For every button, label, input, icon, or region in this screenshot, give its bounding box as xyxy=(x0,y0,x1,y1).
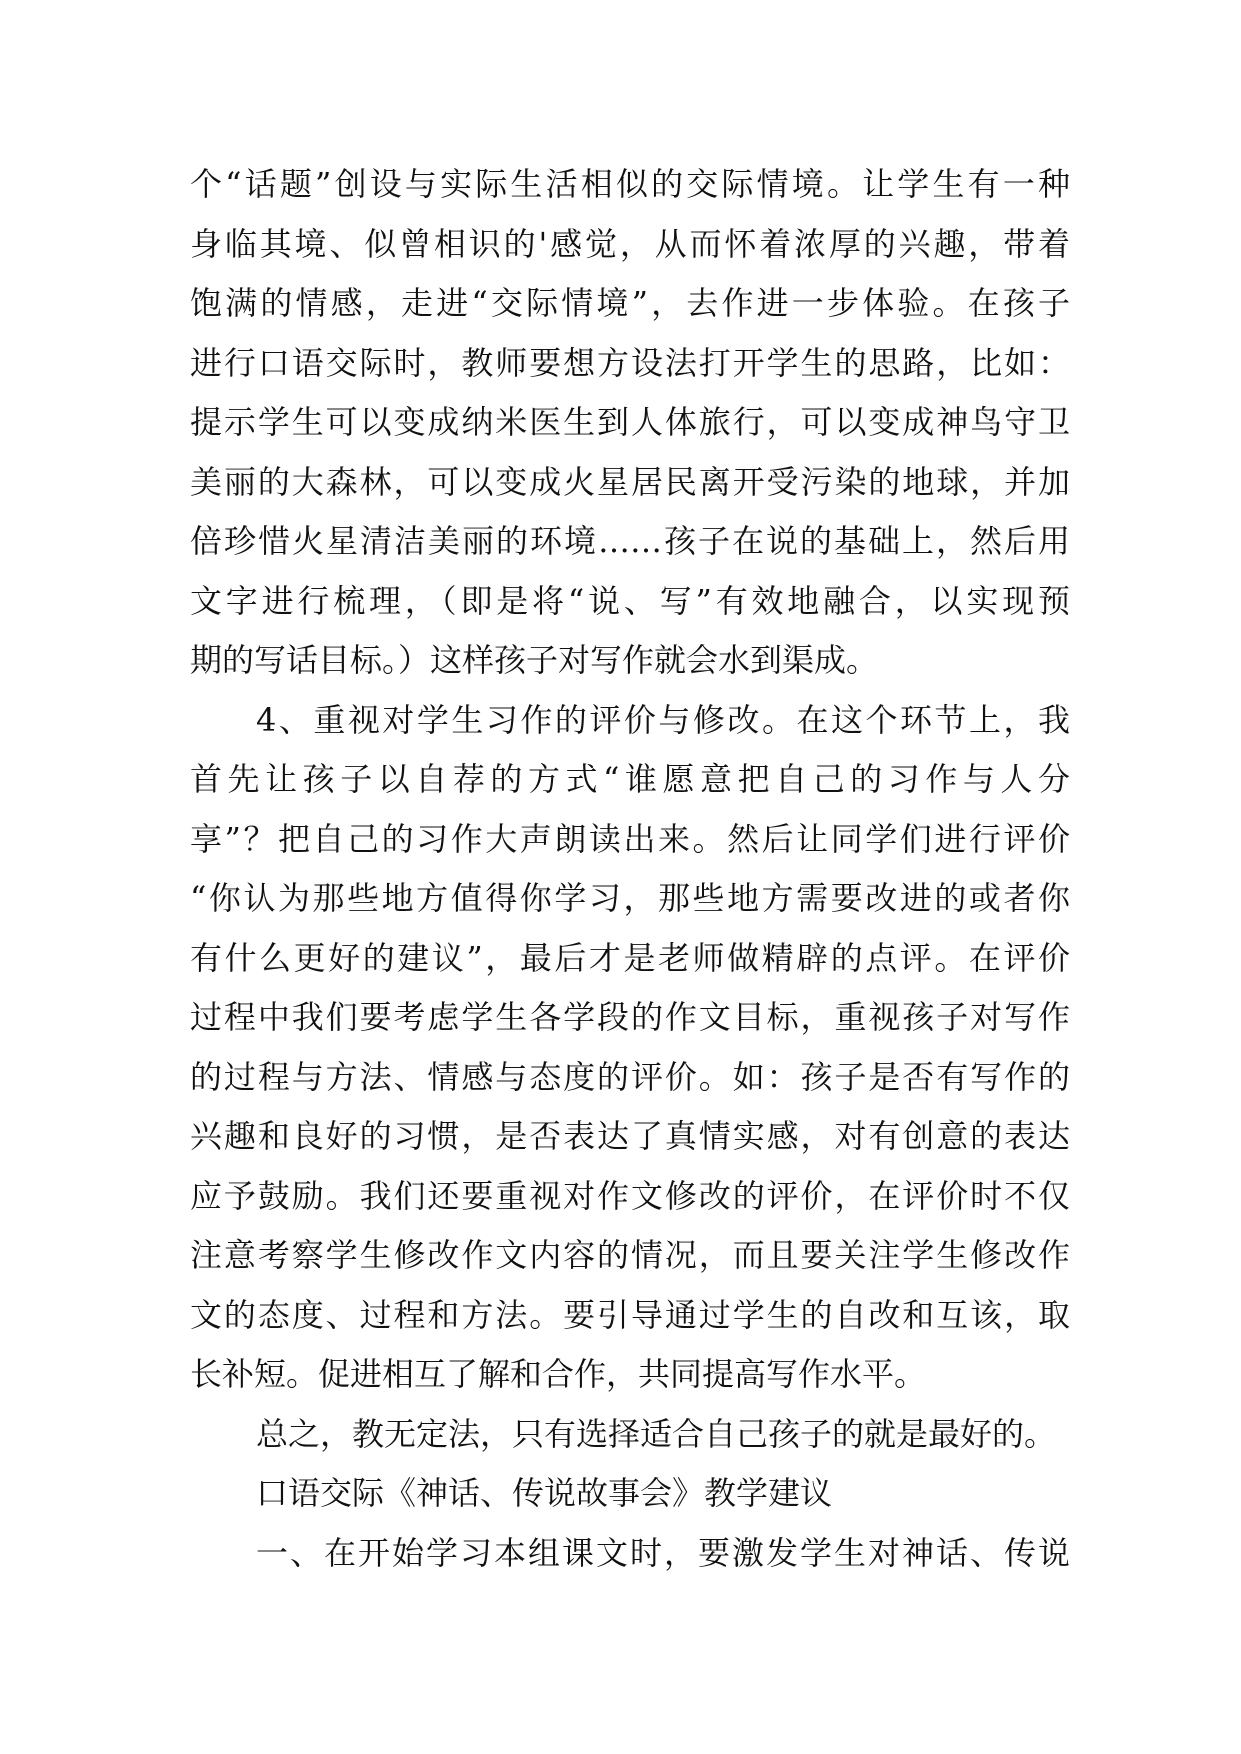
text-line: 的过程与方法、情感与态度的评价。如：孩子是否有写作的 xyxy=(190,1057,1070,1096)
text-line: 提示学生可以变成纳米医生到人体旅行，可以变成神鸟守卫 xyxy=(190,403,1070,441)
text-line: 个“话题”创设与实际生活相似的交际情境。让学生有一种 xyxy=(190,165,1070,203)
text-line: “你认为那些地方值得你学习，那些地方需要改进的或者你 xyxy=(190,879,1070,917)
text-line: 享”？把自己的习作大声朗读出来。然后让同学们进行评价 xyxy=(190,819,1070,858)
text-line: 有什么更好的建议”，最后才是老师做精辟的点评。在评价 xyxy=(190,938,1070,977)
text-line: 身临其境、似曾相识的'感觉，从而怀着浓厚的兴趣，带着 xyxy=(190,224,1070,263)
text-line: 应予鼓励。我们还要重视对作文修改的评价，在评价时不仅 xyxy=(190,1176,1070,1215)
text-line: 一、在开始学习本组课文时，要激发学生对神话、传说 xyxy=(256,1533,1070,1572)
text-line: 文字进行梳理，（即是将“说、写”有效地融合，以实现预 xyxy=(190,581,1070,620)
text-line: 兴趣和良好的习惯，是否表达了真情实感，对有创意的表达 xyxy=(190,1117,1070,1155)
text-line: 总之，教无定法，只有选择适合自己孩子的就是最好的。 xyxy=(256,1414,1057,1453)
text-line: 口语交际《神话、传说故事会》教学建议 xyxy=(256,1474,833,1512)
text-line: 饱满的情感，走进“交际情境”，去作进一步体验。在孩子 xyxy=(190,284,1070,322)
text-line: 注意考察学生修改作文内容的情况，而且要关注学生修改作 xyxy=(190,1236,1070,1274)
text-line: 过程中我们要考虑学生各学段的作文目标，重视孩子对写作 xyxy=(190,998,1070,1036)
text-line: 期的写话目标。）这样孩子对写作就会水到渠成。 xyxy=(190,641,879,679)
body-text xyxy=(190,155,1070,1583)
text-line: 4、重视对学生习作的评价与修改。在这个环节上，我 xyxy=(256,700,1070,739)
text-line: 文的态度、过程和方法。要引导通过学生的自改和互该，取 xyxy=(190,1295,1070,1334)
text-line: 进行口语交际时，教师要想方设法打开学生的思路，比如： xyxy=(190,343,1070,382)
text-line: 倍珍惜火星清洁美丽的环境……孩子在说的基础上，然后用 xyxy=(190,522,1070,560)
text-line: 长补短。促进相互了解和合作，共同提高写作水平。 xyxy=(190,1355,927,1393)
text-line: 首先让孩子以自荐的方式“谁愿意把自己的习作与人分 xyxy=(190,760,1070,798)
text-line: 美丽的大森林，可以变成火星居民离开受污染的地球，并加 xyxy=(190,462,1070,501)
